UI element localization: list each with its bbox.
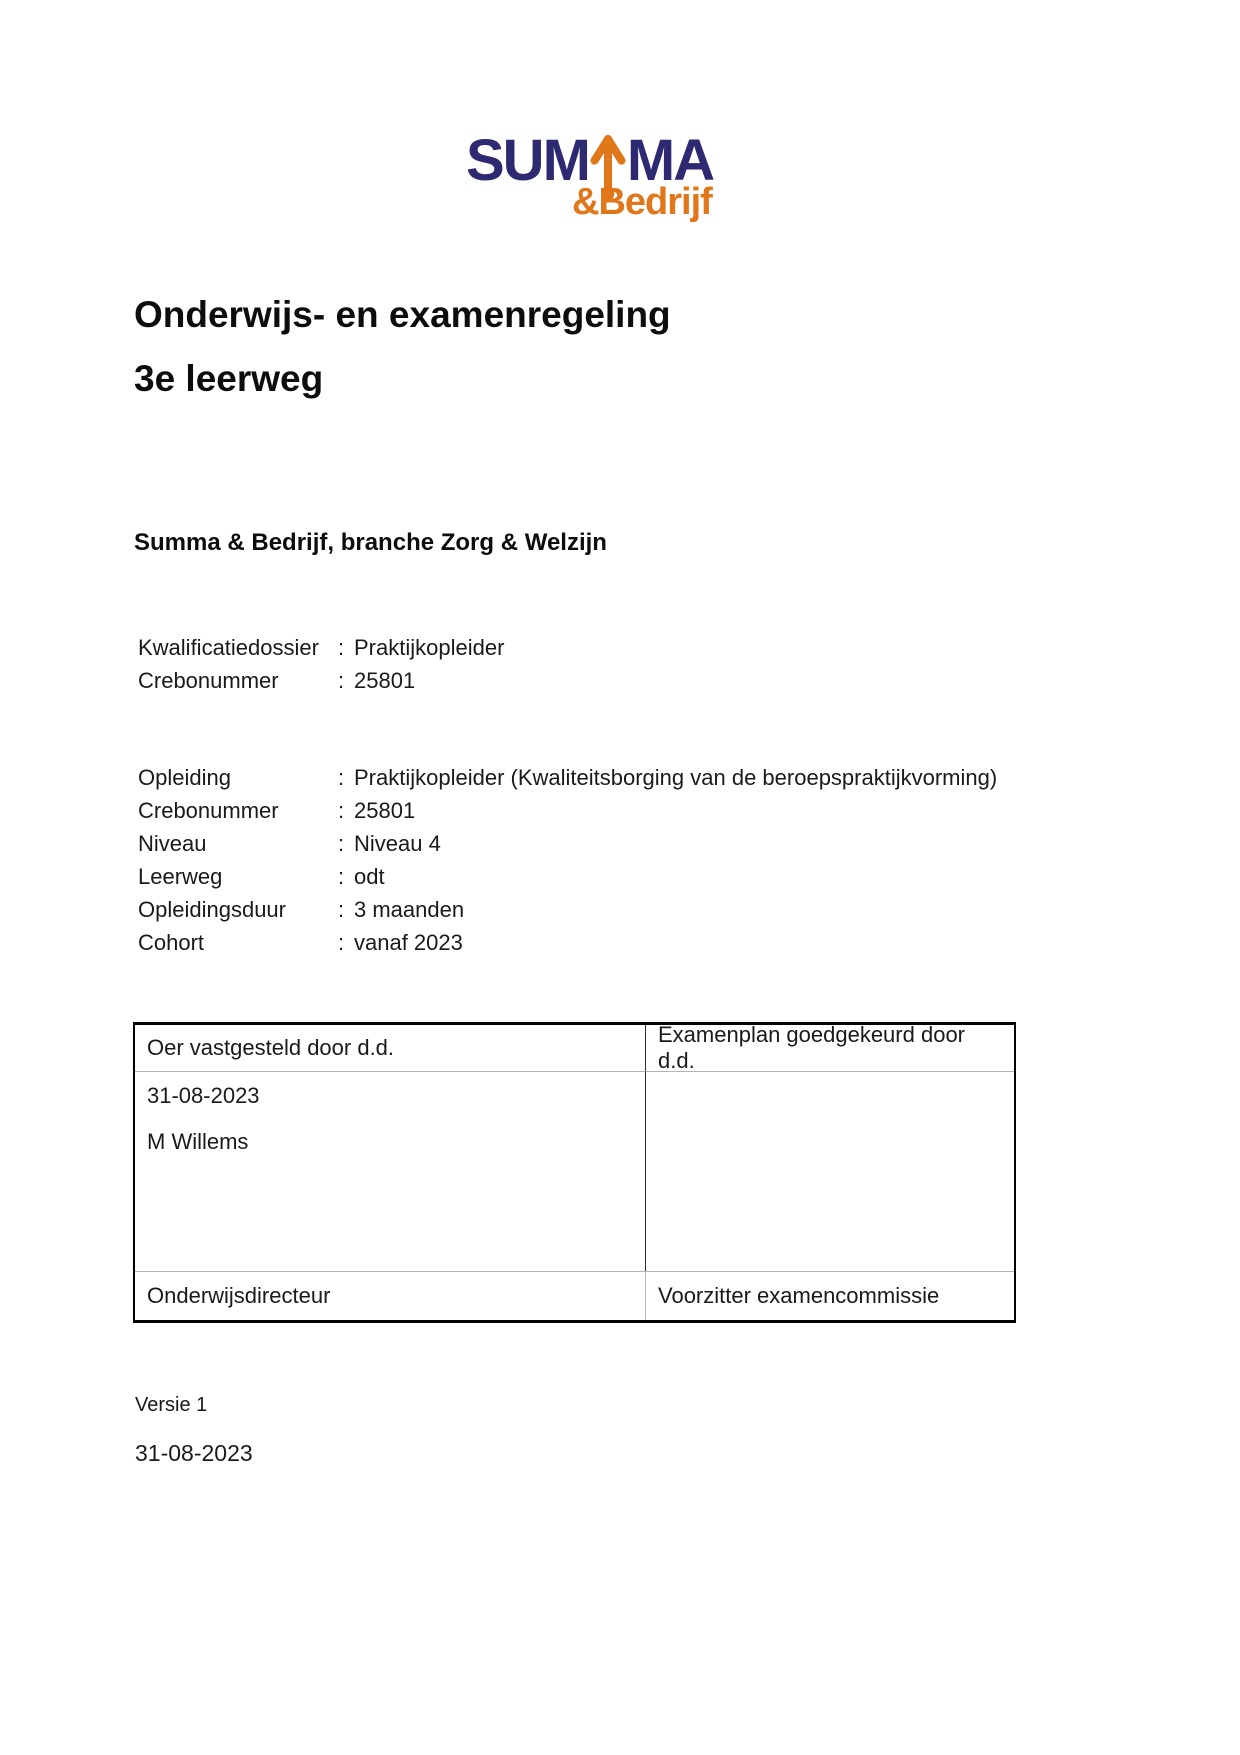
kv-row-crebonummer xyxy=(138,794,997,827)
kv-label: Crebonummer xyxy=(138,798,279,823)
kv-label: Opleidingsduur xyxy=(138,897,286,922)
kv-separator: : xyxy=(338,668,345,693)
kv-row-leerweg xyxy=(138,860,997,893)
approval-table xyxy=(133,1022,1016,1323)
kv-value: vanaf 2023 xyxy=(354,930,463,955)
kv-row-opleidingsduur xyxy=(138,893,997,926)
kv-label: Leerweg xyxy=(138,864,223,889)
kv-separator: : xyxy=(338,765,345,790)
kv-value: odt xyxy=(354,864,385,889)
signature-cell-left xyxy=(135,1071,645,1271)
kv-value: 3 maanden xyxy=(354,897,465,922)
logo-text-sum: SUM xyxy=(466,127,589,193)
kv-row-kwalificatiedossier xyxy=(138,631,504,664)
logo-wordmark xyxy=(466,127,714,193)
kv-value: Niveau 4 xyxy=(354,831,441,856)
kv-value: 25801 xyxy=(354,668,416,693)
kv-value: 25801 xyxy=(354,798,416,823)
table-footer-voorzitter: Voorzitter examencommissie xyxy=(645,1271,1014,1320)
approval-date: 31-08-2023 xyxy=(147,1083,260,1108)
summa-bedrijf-logo xyxy=(466,128,713,224)
kv-separator: : xyxy=(338,635,345,660)
signature-cell-right xyxy=(645,1071,1014,1271)
qualification-dossier-block xyxy=(138,631,504,697)
table-header-oer-vastgesteld: Oer vastgesteld door d.d. xyxy=(147,1035,395,1060)
kv-row-cohort xyxy=(138,926,997,959)
kv-value: Praktijkopleider (Kwaliteitsborging van de beroepspraktijkvorming) xyxy=(354,765,998,790)
version-label: Versie 1 xyxy=(135,1394,208,1416)
kv-label: Crebonummer xyxy=(138,668,279,693)
kv-row-opleiding xyxy=(138,761,997,794)
kv-row-niveau xyxy=(138,827,997,860)
table-footer-onderwijsdirecteur: Onderwijsdirecteur xyxy=(135,1271,645,1320)
version-date: 31-08-2023 xyxy=(135,1440,253,1466)
opleiding-block xyxy=(138,761,997,959)
kv-row-crebonummer xyxy=(138,664,504,697)
logo-subbrand: &Bedrijf xyxy=(572,181,712,223)
kv-value: Praktijkopleider xyxy=(354,635,505,660)
kv-separator: : xyxy=(338,930,345,955)
kv-separator: : xyxy=(338,864,345,889)
document-title-line2: 3e leerweg xyxy=(134,358,324,399)
logo-text-ma: MA xyxy=(626,127,714,193)
organisation-subtitle: Summa & Bedrijf, branche Zorg & Welzijn xyxy=(134,529,607,556)
kv-label: Cohort xyxy=(138,930,205,955)
kv-label: Niveau xyxy=(138,831,207,856)
kv-separator: : xyxy=(338,897,345,922)
approver-name: M Willems xyxy=(147,1129,249,1154)
kv-separator: : xyxy=(338,831,345,856)
table-header-examenplan-goedgekeurd: Examenplan goedgekeurd door d.d. xyxy=(645,1025,1014,1071)
kv-label: Kwalificatiedossier xyxy=(138,635,319,660)
document-title: Onderwijs- en examenregeling xyxy=(134,294,671,335)
kv-separator: : xyxy=(338,798,345,823)
kv-label: Opleiding xyxy=(138,765,231,790)
